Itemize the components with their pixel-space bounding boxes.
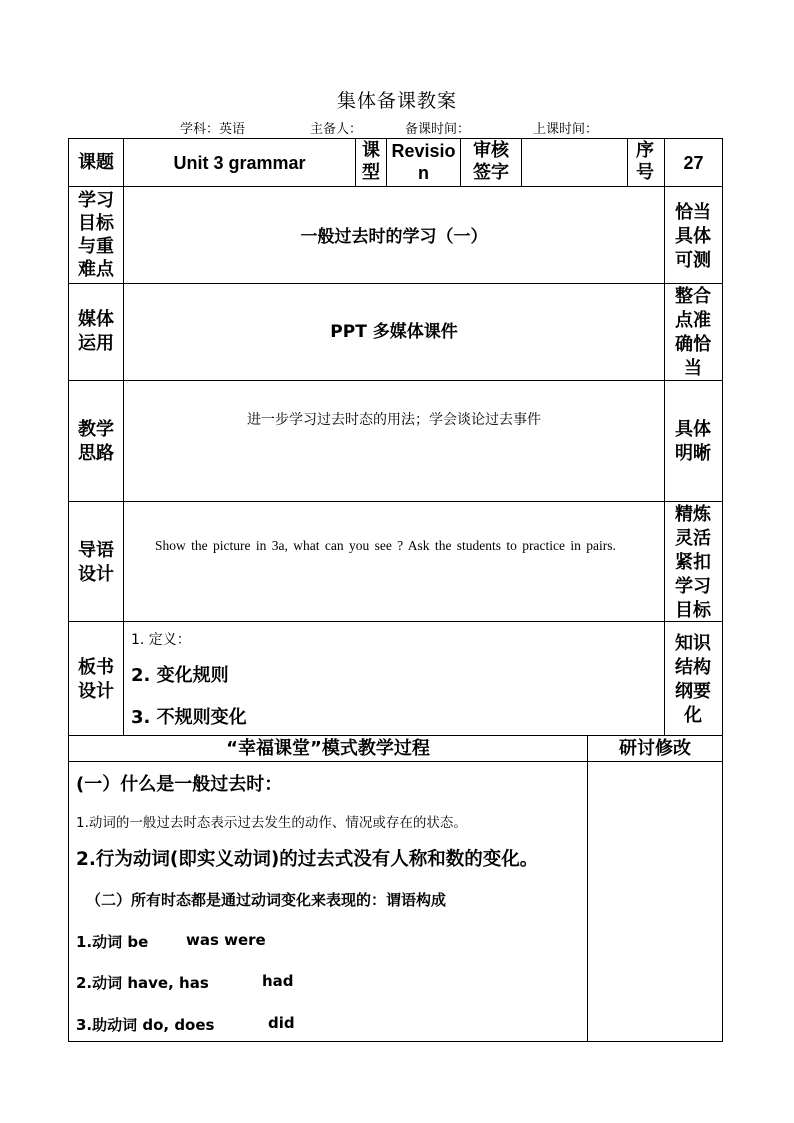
table-border-top (68, 138, 723, 139)
have-label: 2.动词 have, has (76, 974, 209, 992)
table-border-left (68, 138, 69, 1042)
topic-label: 课题 (78, 152, 114, 173)
table-border-bottom (68, 1041, 723, 1042)
meta-preparer: 主备人： (310, 122, 363, 137)
goals-label: 学习目标与重难点 (78, 190, 114, 280)
do-forms: did (268, 1014, 295, 1032)
col-divider (460, 138, 461, 187)
row-divider (68, 735, 723, 736)
intro-label: 导语设计 (78, 540, 114, 585)
document-title: 集体备课教案 (336, 90, 457, 112)
point-2: 2.行为动词(即实义动词)的过去式没有人称和数的变化。 (76, 849, 539, 870)
topic-value: Unit 3 grammar (173, 153, 306, 173)
col-divider (627, 138, 628, 187)
row-divider (68, 621, 723, 622)
section1-title: (一）什么是一般过去时： (76, 774, 283, 795)
board-item: 1. 定义： (131, 632, 191, 648)
revise-header: 研讨修改 (619, 738, 691, 759)
type-value: Revision (391, 141, 456, 183)
point-1: 1.动词的一般过去时态表示过去发生的动作、情况或存在的状态。 (76, 815, 467, 831)
approach-content: 进一步学习过去时态的用法；学会谈论过去事件 (247, 412, 541, 428)
col-divider (521, 138, 522, 187)
process-header: “幸福课堂”模式教学过程 (226, 738, 430, 759)
goals-content: 一般过去时的学习（一） (300, 227, 488, 247)
type-label: 课型 (362, 140, 380, 183)
row-divider (68, 186, 723, 187)
have-forms: had (262, 972, 294, 990)
row-divider (68, 761, 723, 762)
goals-note: 恰当具体可测 (675, 202, 711, 271)
be-label: 1.动词 be (76, 933, 149, 951)
intro-note: 精炼灵活紧扣学习目标 (675, 504, 711, 621)
board-note: 知识结构纲要化 (675, 633, 711, 726)
row-divider (68, 283, 723, 284)
approach-label: 教学思路 (78, 419, 114, 464)
meta-subject: 学科：英语 (180, 122, 246, 137)
do-label: 3.助动词 do, does (76, 1016, 215, 1034)
board-item: 3. 不规则变化 (131, 707, 247, 728)
meta-prep-time: 备课时间： (405, 122, 471, 137)
board-item: 2. 变化规则 (131, 665, 229, 686)
seq-value: 27 (683, 153, 704, 173)
section2-title: （二）所有时态都是通过动词变化来表现的：谓语构成 (86, 891, 447, 909)
review-label: 审核签字 (473, 140, 509, 183)
media-content: PPT 多媒体课件 (330, 322, 458, 342)
be-forms: was were (186, 931, 266, 949)
media-label: 媒体运用 (78, 309, 114, 354)
row-divider (68, 501, 723, 502)
seq-label: 序号 (636, 140, 654, 183)
col-divider (355, 138, 356, 187)
col-divider (587, 735, 588, 1042)
approach-note: 具体明晰 (675, 419, 711, 464)
row-divider (68, 380, 723, 381)
board-label: 板书设计 (78, 657, 114, 702)
meta-class-time: 上课时间： (533, 122, 599, 137)
table-border-right (722, 138, 723, 1042)
col-divider (386, 138, 387, 187)
col-divider (664, 138, 665, 736)
intro-content: Show the picture in 3a, what can you see ? Ask the students to practice in pairs. (155, 538, 616, 553)
media-note: 整合点准确恰当 (675, 286, 711, 379)
